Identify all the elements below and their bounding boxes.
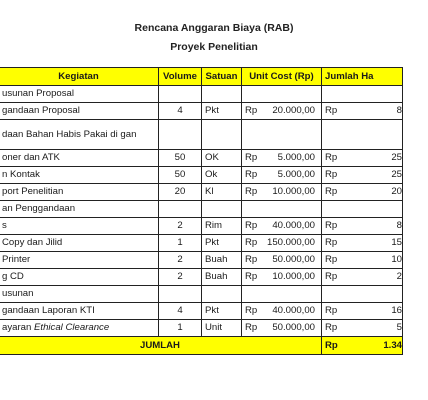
cell-rp: Rp	[322, 303, 343, 320]
cell-kegiatan: gandaan Laporan KTI	[0, 303, 159, 320]
cell-rp	[322, 86, 343, 103]
cell-unit-cost: 40.000,00	[259, 218, 322, 235]
table-row	[0, 184, 403, 201]
cell-rp: Rp	[242, 303, 259, 320]
cell-unit-cost: 5.000,00	[259, 150, 322, 167]
cell-jumlah: 8	[343, 218, 403, 235]
cell-satuan: Kl	[202, 184, 242, 201]
cell-satuan: OK	[202, 150, 242, 167]
cell-jumlah	[343, 120, 403, 150]
cell-jumlah	[343, 286, 403, 303]
cell-rp: Rp	[322, 320, 343, 337]
header-jumlah: Jumlah Ha	[322, 68, 403, 86]
cell-rp	[242, 86, 259, 103]
cell-rp: Rp	[322, 167, 343, 184]
cell-volume	[159, 286, 202, 303]
table-row	[0, 252, 403, 269]
cell-jumlah: 16	[343, 303, 403, 320]
cell-volume: 2	[159, 269, 202, 286]
cell-rp	[322, 201, 343, 218]
cell-volume	[159, 201, 202, 218]
cell-kegiatan: oner dan ATK	[0, 150, 159, 167]
document-title: Rencana Anggaran Biaya (RAB)	[134, 22, 294, 34]
cell-satuan: Pkt	[202, 303, 242, 320]
cell-jumlah: 20	[343, 184, 403, 201]
table-row	[0, 320, 403, 337]
cell-volume: 50	[159, 150, 202, 167]
cell-unit-cost	[259, 286, 322, 303]
header-kegiatan: Kegiatan	[0, 68, 159, 86]
cell-kegiatan: n Kontak	[0, 167, 159, 184]
cell-volume: 2	[159, 218, 202, 235]
cell-unit-cost: 10.000,00	[259, 269, 322, 286]
table-row	[0, 218, 403, 235]
cell-unit-cost	[259, 120, 322, 150]
cell-satuan	[202, 286, 242, 303]
cell-kegiatan	[0, 320, 159, 337]
cell-kegiatan: g CD	[0, 269, 159, 286]
cell-jumlah: 25	[343, 150, 403, 167]
cell-unit-cost	[259, 86, 322, 103]
cell-satuan	[202, 86, 242, 103]
cell-volume: 4	[159, 103, 202, 120]
total-row	[0, 337, 403, 355]
cell-rp: Rp	[322, 103, 343, 120]
cell-kegiatan: usunan Proposal	[0, 86, 159, 103]
cell-unit-cost: 50.000,00	[259, 320, 322, 337]
table-row	[0, 150, 403, 167]
cell-rp: Rp	[242, 184, 259, 201]
kegiatan-italic-text: Ethical Clearance	[34, 322, 110, 333]
cell-volume: 20	[159, 184, 202, 201]
total-label: JUMLAH	[0, 337, 322, 355]
cell-volume: 2	[159, 252, 202, 269]
table-row	[0, 303, 403, 320]
cell-rp: Rp	[322, 184, 343, 201]
cell-satuan	[202, 120, 242, 150]
total-rp: Rp	[322, 337, 343, 355]
cell-unit-cost: 20.000,00	[259, 103, 322, 120]
cell-jumlah: 15	[343, 235, 403, 252]
cell-rp	[322, 286, 343, 303]
table-row	[0, 201, 403, 218]
cell-jumlah: 25	[343, 167, 403, 184]
cell-unit-cost: 5.000,00	[259, 167, 322, 184]
cell-volume	[159, 86, 202, 103]
cell-rp: Rp	[242, 103, 259, 120]
cell-rp: Rp	[242, 252, 259, 269]
cell-jumlah: 5	[343, 320, 403, 337]
cell-unit-cost: 150.000,00	[259, 235, 322, 252]
cell-unit-cost: 10.000,00	[259, 184, 322, 201]
cell-kegiatan: an Penggandaan	[0, 201, 159, 218]
cell-kegiatan: port Penelitian	[0, 184, 159, 201]
cell-kegiatan: Printer	[0, 252, 159, 269]
cell-rp: Rp	[242, 150, 259, 167]
total-value: 1.34	[343, 337, 403, 355]
table-row	[0, 286, 403, 303]
cell-jumlah: 8	[343, 103, 403, 120]
cell-satuan: Ok	[202, 167, 242, 184]
cell-rp: Rp	[322, 150, 343, 167]
table-row	[0, 235, 403, 252]
cell-rp	[242, 201, 259, 218]
cell-jumlah: 2	[343, 269, 403, 286]
cell-satuan: Buah	[202, 269, 242, 286]
cell-kegiatan: usunan	[0, 286, 159, 303]
cell-volume: 50	[159, 167, 202, 184]
cell-kegiatan: Copy dan Jilid	[0, 235, 159, 252]
budget-table	[0, 67, 403, 355]
cell-rp	[322, 120, 343, 150]
cell-jumlah	[343, 201, 403, 218]
table-row	[0, 86, 403, 103]
cell-satuan: Unit	[202, 320, 242, 337]
cell-rp: Rp	[242, 269, 259, 286]
table-row	[0, 167, 403, 184]
cell-kegiatan: gandaan Proposal	[0, 103, 159, 120]
cell-volume: 1	[159, 235, 202, 252]
cell-rp: Rp	[322, 235, 343, 252]
table-row	[0, 103, 403, 120]
header-unit-cost: Unit Cost (Rp)	[242, 68, 322, 86]
cell-unit-cost: 50.000,00	[259, 252, 322, 269]
cell-rp	[242, 120, 259, 150]
document-subtitle: Proyek Penelitian	[170, 41, 258, 53]
cell-rp: Rp	[242, 320, 259, 337]
cell-satuan: Pkt	[202, 103, 242, 120]
cell-rp	[242, 286, 259, 303]
header-volume: Volume	[159, 68, 202, 86]
header-row	[0, 68, 403, 86]
cell-kegiatan: s	[0, 218, 159, 235]
kegiatan-text: ayaran	[2, 322, 34, 333]
cell-kegiatan: daan Bahan Habis Pakai di gan	[0, 120, 159, 150]
cell-volume: 4	[159, 303, 202, 320]
cell-rp: Rp	[242, 167, 259, 184]
table-row	[0, 269, 403, 286]
cell-unit-cost: 40.000,00	[259, 303, 322, 320]
cell-rp: Rp	[322, 218, 343, 235]
cell-volume	[159, 120, 202, 150]
cell-rp: Rp	[242, 218, 259, 235]
cell-satuan: Rim	[202, 218, 242, 235]
cell-satuan	[202, 201, 242, 218]
table-row	[0, 120, 403, 150]
cell-jumlah	[343, 86, 403, 103]
cell-volume: 1	[159, 320, 202, 337]
cell-rp: Rp	[322, 269, 343, 286]
cell-rp: Rp	[322, 252, 343, 269]
cell-unit-cost	[259, 201, 322, 218]
cell-satuan: Pkt	[202, 235, 242, 252]
cell-rp: Rp	[242, 235, 259, 252]
cell-satuan: Buah	[202, 252, 242, 269]
cell-jumlah: 10	[343, 252, 403, 269]
header-satuan: Satuan	[202, 68, 242, 86]
